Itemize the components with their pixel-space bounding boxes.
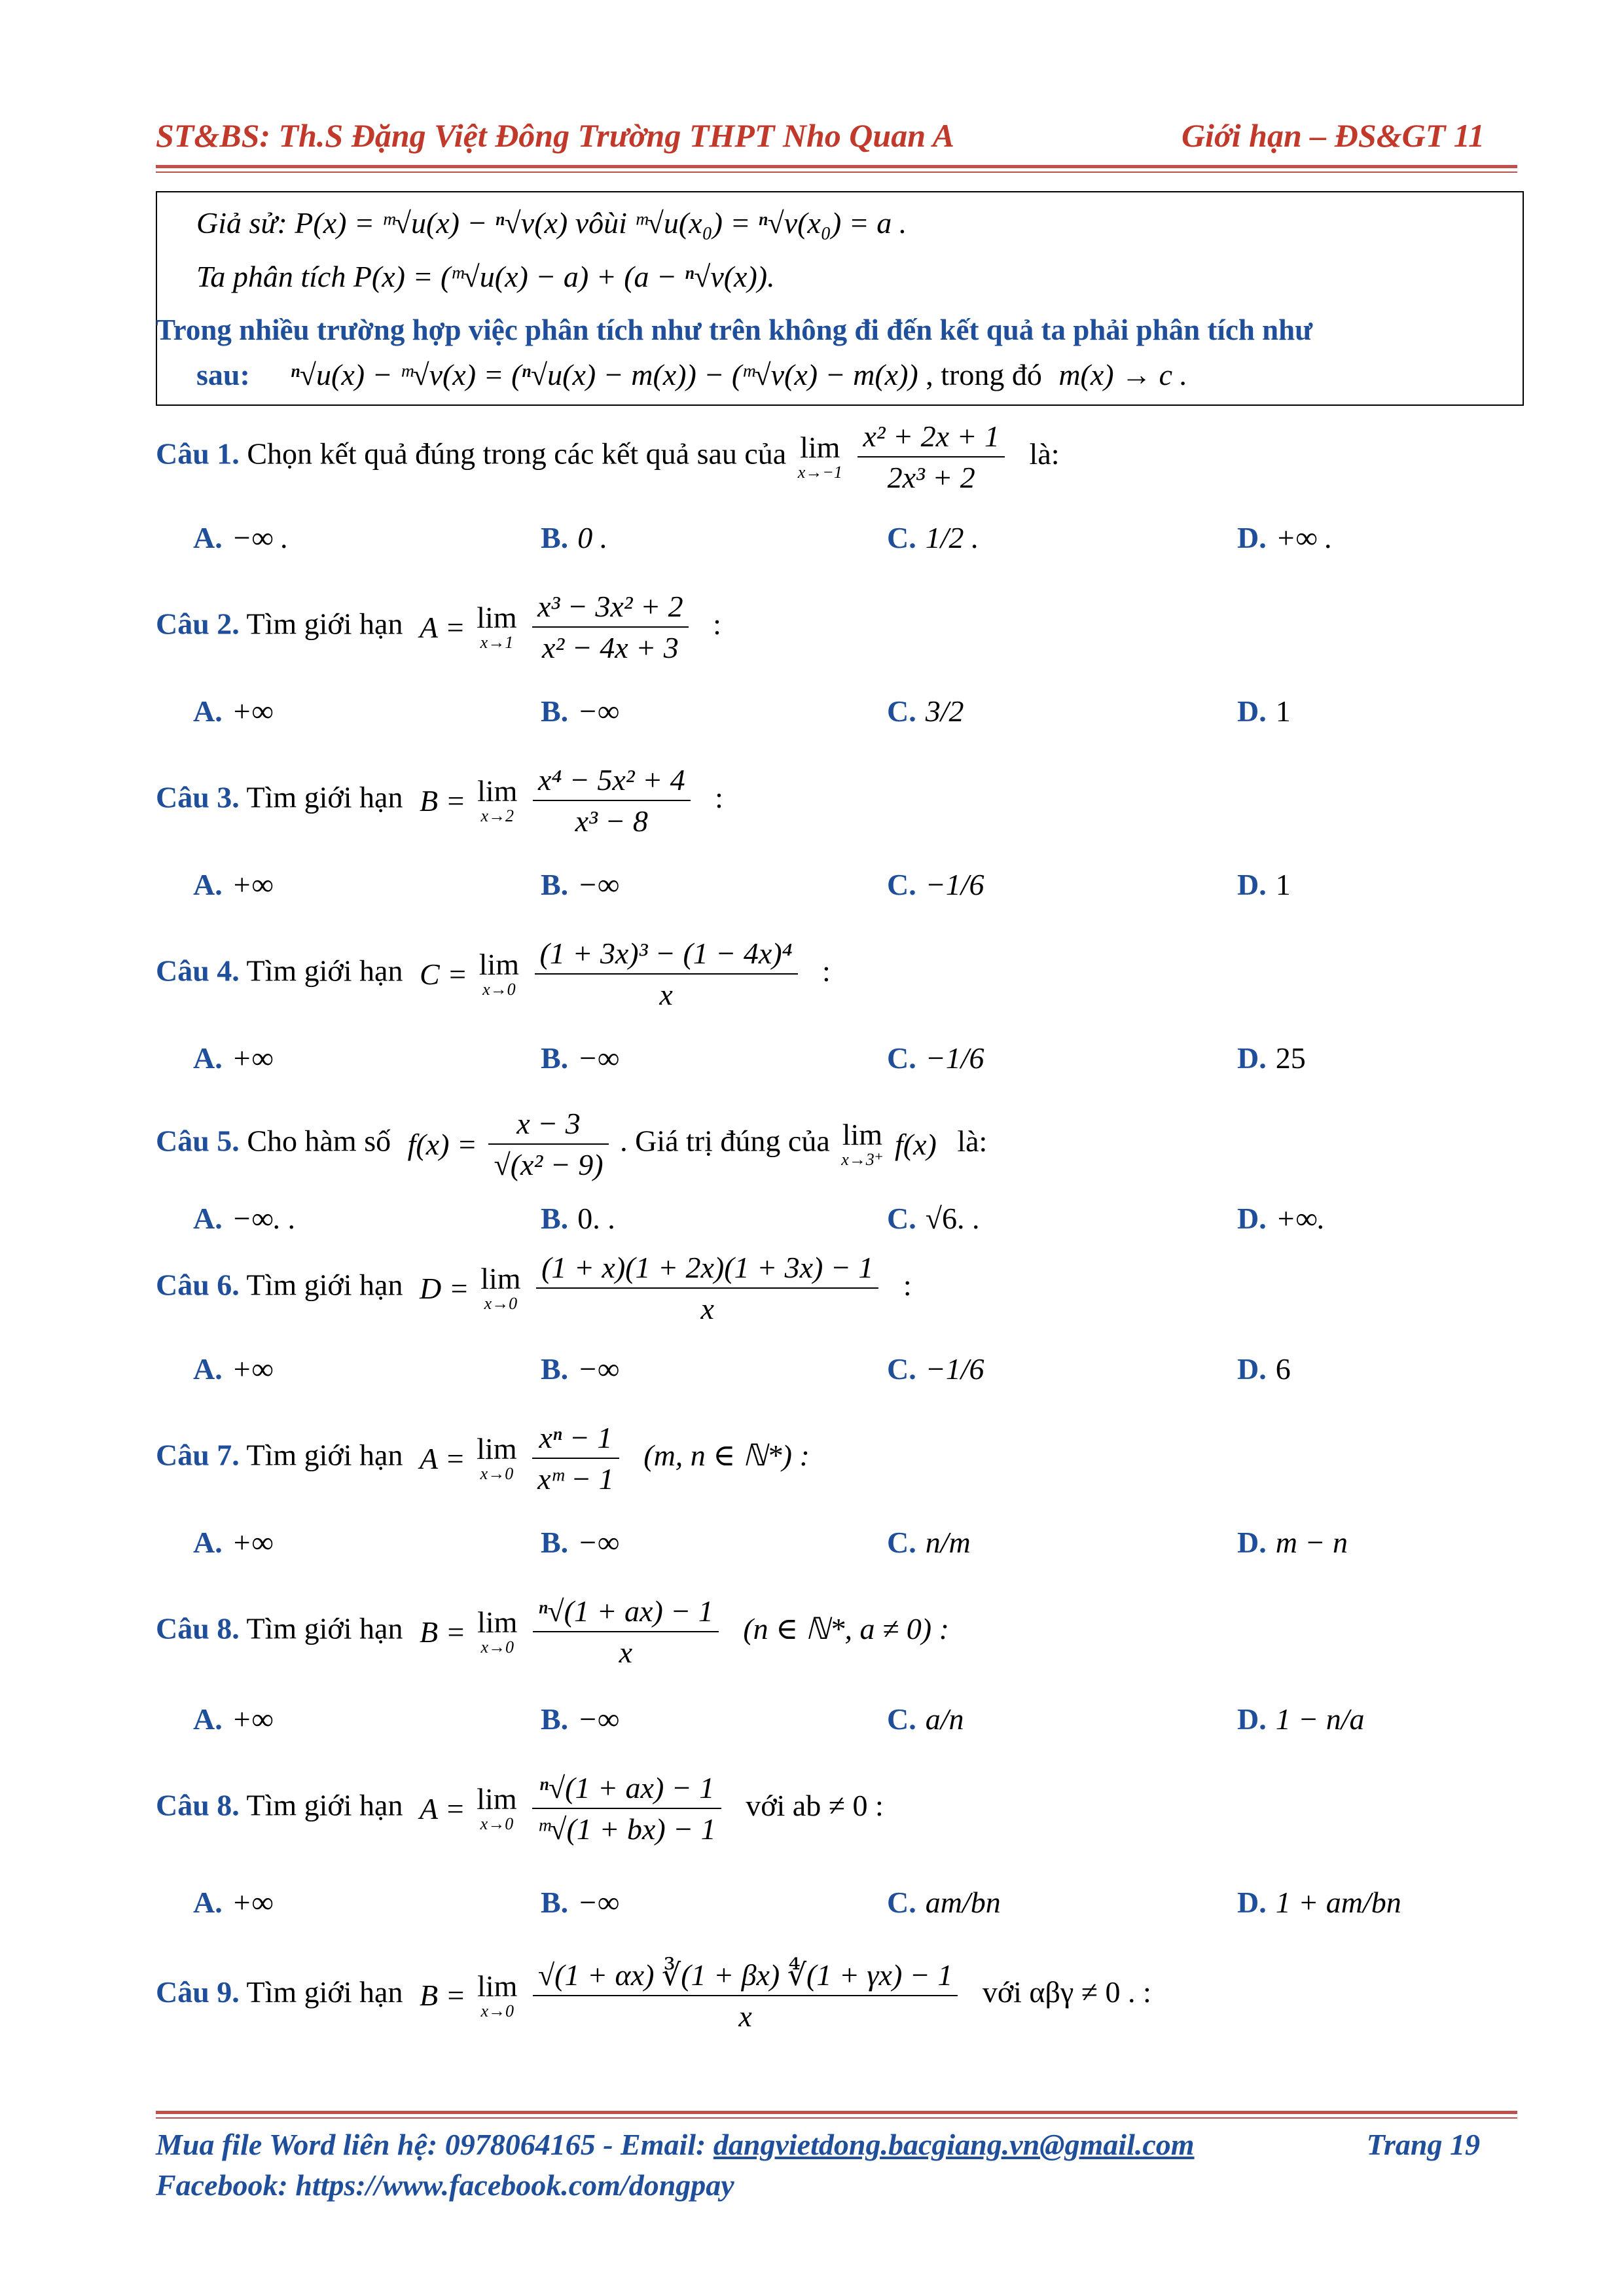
q5-option-d[interactable]: D. +∞.	[1237, 1202, 1326, 1235]
question-fraction: $\frac{√(1 + \alpha x) ∛(1 + \beta x) ∜(1 + \gamma x) - 1}{x}$	[533, 1957, 958, 2034]
limit-operator: lim x→0	[478, 948, 520, 999]
header-topic: Giới hạn – ĐS&GT 11	[1181, 117, 1485, 154]
question-fraction: $\frac{x - 3}{\text{√(x² − 9)}}$	[488, 1106, 608, 1182]
q1-option-b[interactable]: B. 0 .	[541, 521, 608, 554]
limit-operator: lim x→0	[477, 1605, 518, 1657]
q7-option-a[interactable]: A. +∞	[193, 1526, 274, 1559]
question-1: Câu 1. Chọn kết quả đúng trong các kết quả sau của lim x→−1 $\frac{\text{x² + 2x + 1}}{\text{2x³ + 2}}$ là:	[156, 420, 1060, 494]
limit-operator: lim x→3⁺	[841, 1118, 884, 1169]
q8-option-c[interactable]: C. a/n	[887, 1702, 964, 1736]
footer-rule-thin	[156, 2117, 1517, 2119]
theory-line-1: Giả sử: P(x) = ᵐ√u(x) − ⁿ√v(x) vôùi ᵐ√u(x₀) = ⁿ√v(x₀) = a .	[196, 206, 907, 240]
footer-page-number: Trang 19	[1366, 2128, 1480, 2161]
q7-option-d[interactable]: D. m − n	[1237, 1526, 1348, 1559]
q8-option-b[interactable]: B. −∞	[541, 1702, 620, 1736]
question-fraction: $\frac{\text{x³ − 3x² + 2}}{\text{x² − 4x + 3}}$	[532, 589, 689, 665]
theory-line-4: sau: ⁿ√u(x) − ᵐ√v(x) = (ⁿ√u(x) − m(x)) − (ᵐ√v(x) − m(x)) , trong đó m(x) → c .	[196, 358, 1188, 391]
q3-option-a[interactable]: A. +∞	[193, 868, 274, 901]
q4-option-a[interactable]: A. +∞	[193, 1041, 274, 1075]
question-fraction: $\frac{\text{x² + 2x + 1}}{\text{2x³ + 2}}$	[857, 419, 1005, 495]
theory-box	[156, 191, 1524, 406]
theory-line-3: Trong nhiều trường hợp việc phân tích như trên không đi đến kết quả ta phải phân tích như	[156, 314, 1313, 346]
q3-option-b[interactable]: B. −∞	[541, 868, 620, 901]
question-fraction: $\frac{(1 + x)(1 + 2x)(1 + 3x) - 1}{x}$	[536, 1250, 878, 1326]
footer-email-link[interactable]: dangvietdong.bacgiang.vn@gmail.com	[713, 2128, 1195, 2161]
question-8: Câu 8. Tìm giới hạn B = lim x→0 $\frac{\text{ⁿ√(1 + ax) − 1}}{x}$ (n ∈ ℕ*, a ≠ 0) :	[156, 1594, 949, 1669]
q4-option-c[interactable]: C. −1/6	[887, 1041, 984, 1075]
page-header	[156, 111, 1485, 164]
q8b-option-b[interactable]: B. −∞	[541, 1886, 620, 1919]
limit-operator: lim x→−1	[797, 431, 842, 482]
question-fraction: $\frac{\text{x⁴ − 5x² + 4}}{\text{x³ − 8}}$	[533, 762, 691, 838]
q7-option-c[interactable]: C. n/m	[887, 1526, 971, 1559]
question-2: Câu 2. Tìm giới hạn A = lim x→1 $\frac{\text{x³ − 3x² + 2}}{\text{x² − 4x + 3}}$ :	[156, 590, 721, 664]
header-author: ST&BS: Th.S Đặng Việt Đông Trường THPT Nho Quan A	[156, 117, 954, 154]
q2-option-a[interactable]: A. +∞	[193, 694, 274, 728]
q6-option-c[interactable]: C. −1/6	[887, 1352, 984, 1386]
q6-option-b[interactable]: B. −∞	[541, 1352, 620, 1386]
q1-option-a[interactable]: A. −∞ .	[193, 521, 289, 554]
q4-option-b[interactable]: B. −∞	[541, 1041, 620, 1075]
q6-option-a[interactable]: A. +∞	[193, 1352, 274, 1386]
question-4: Câu 4. Tìm giới hạn C = lim x→0 $\frac{\text{(1 + 3x)³ − (1 − 4x)⁴}}{x}$ :	[156, 937, 831, 1011]
limit-operator: lim x→2	[477, 774, 518, 825]
q2-option-d[interactable]: D. 1	[1237, 694, 1291, 728]
q2-option-b[interactable]: B. −∞	[541, 694, 620, 728]
q8b-option-c[interactable]: C. am/bn	[887, 1886, 1001, 1919]
q8b-option-d[interactable]: D. 1 + am/bn	[1237, 1886, 1401, 1919]
limit-operator: lim x→0	[477, 1432, 517, 1483]
q7-option-b[interactable]: B. −∞	[541, 1526, 620, 1559]
question-3: Câu 3. Tìm giới hạn B = lim x→2 $\frac{\text{x⁴ − 5x² + 4}}{\text{x³ − 8}}$ :	[156, 763, 723, 838]
q1-option-d[interactable]: D. +∞ .	[1237, 521, 1333, 554]
header-rule-thin	[156, 171, 1517, 173]
q2-option-c[interactable]: C. 3/2	[887, 694, 964, 728]
q5-option-c[interactable]: C. √6. .	[887, 1202, 980, 1235]
question-8b: Câu 8. Tìm giới hạn A = lim x→0 $\frac{\text{ⁿ√(1 + ax) − 1}}{\text{ᵐ√(1 + bx) − 1}}$ với ab ≠ 0 :	[156, 1771, 884, 1846]
q5-option-a[interactable]: A. −∞. .	[193, 1202, 297, 1235]
q4-option-d[interactable]: D. 25	[1237, 1041, 1306, 1075]
question-fraction: $\frac{\text{ⁿ√(1 + ax) − 1}}{\text{ᵐ√(1 + bx) − 1}}$	[532, 1770, 721, 1846]
question-9: Câu 9. Tìm giới hạn B = lim x→0 $\frac{√(1 + \alpha x) ∛(1 + \beta x) ∜(1 + \gamma x) - 1}{x}$ với αβγ ≠ 0 . :	[156, 1958, 1151, 2033]
q8-option-d[interactable]: D. 1 − n/a	[1237, 1702, 1365, 1736]
q8-option-a[interactable]: A. +∞	[193, 1702, 274, 1736]
q3-option-c[interactable]: C. −1/6	[887, 868, 984, 901]
question-fraction: $\frac{\text{xⁿ − 1}}{\text{xᵐ − 1}}$	[532, 1420, 619, 1496]
footer-contact: Mua file Word liên hệ: 0978064165 - Email: dangvietdong.bacgiang.vn@gmail.com	[156, 2128, 1195, 2161]
q6-option-d[interactable]: D. 6	[1237, 1352, 1291, 1386]
q1-option-c[interactable]: C. 1/2 .	[887, 521, 979, 554]
question-fraction: $\frac{\text{(1 + 3x)³ − (1 − 4x)⁴}}{x}$	[535, 936, 798, 1012]
footer-facebook[interactable]: Facebook: https://www.facebook.com/dongpay	[156, 2168, 734, 2202]
theory-line-2: Ta phân tích P(x) = (ᵐ√u(x) − a) + (a − ⁿ√v(x)).	[196, 260, 775, 293]
q8b-option-a[interactable]: A. +∞	[193, 1886, 274, 1919]
header-rule	[156, 165, 1517, 168]
limit-operator: lim x→0	[477, 1782, 517, 1833]
q3-option-d[interactable]: D. 1	[1237, 868, 1291, 901]
question-7: Câu 7. Tìm giới hạn A = lim x→0 $\frac{\text{xⁿ − 1}}{\text{xᵐ − 1}}$ (m, n ∈ ℕ*) :	[156, 1421, 810, 1496]
q5-option-b[interactable]: B. 0. .	[541, 1202, 615, 1235]
limit-operator: lim x→0	[477, 1969, 518, 2020]
question-6: Câu 6. Tìm giới hạn D = lim x→0 $\frac{(1 + x)(1 + 2x)(1 + 3x) - 1}{x}$ :	[156, 1251, 912, 1325]
footer-rule	[156, 2111, 1517, 2114]
limit-operator: lim x→1	[477, 601, 517, 652]
limit-operator: lim x→0	[480, 1262, 521, 1313]
question-fraction: $\frac{\text{ⁿ√(1 + ax) − 1}}{x}$	[533, 1594, 719, 1670]
question-5: Câu 5. Cho hàm số f(x) = $\frac{x - 3}{\text{√(x² − 9)}}$ . Giá trị đúng của lim x→3⁺ f(x) là:	[156, 1107, 988, 1181]
